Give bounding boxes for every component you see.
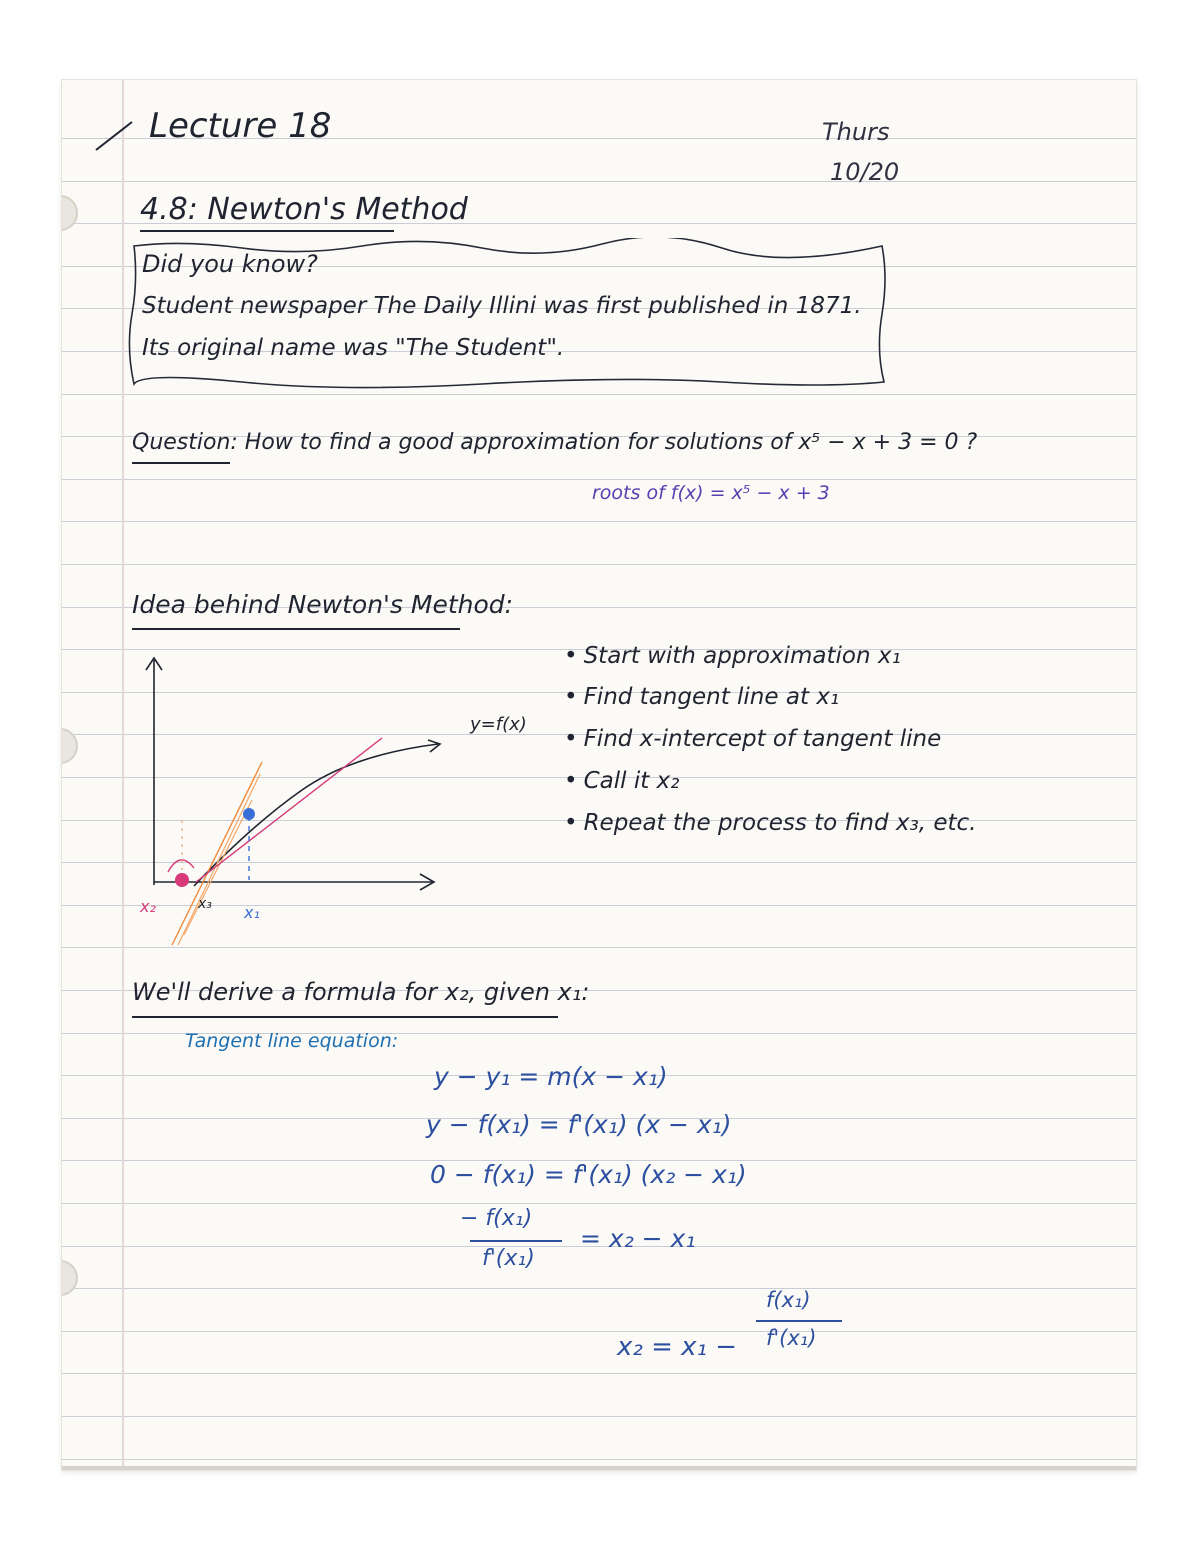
bullet-text: Start with approximation x₁ [583,643,901,669]
fraction-2-denominator: f'(x₁) [766,1326,817,1350]
derivation-title-underline [132,1016,558,1018]
ruled-line [62,1373,1136,1374]
bullet-dot-icon: • [564,643,578,669]
bullet-item [564,810,976,836]
ruled-line [62,564,1136,565]
bullet-dot-icon: • [564,684,578,710]
newton-method-graph [132,650,552,950]
ruled-line [62,1203,1136,1204]
tangent-line-pink [196,738,382,882]
ruled-line [62,394,1136,395]
equation-5: x₂ = x₁ − [617,1332,737,1362]
bullet-dot-icon: • [564,768,578,794]
tangent-line-label: Tangent line equation: [185,1030,399,1052]
fraction-2-numerator: f(x₁) [766,1288,811,1312]
punch-hole [62,1260,78,1296]
did-you-know-heading: Did you know? [142,250,318,278]
derivation-title: We'll derive a formula for x₂, given x₁: [132,978,590,1006]
notebook-page [62,80,1136,1470]
fraction-2-bar [756,1320,842,1322]
curve-label: y=f(x) [470,714,527,735]
x3-label: x₃ [198,896,212,912]
ruled-line [62,1416,1136,1417]
point-x1 [243,808,255,820]
did-you-know-line-2: Its original name was "The Student". [142,335,565,361]
ruled-line [62,521,1136,522]
bullet-item [564,768,679,794]
iteration-arrow-icon [168,860,194,872]
did-you-know-line-1: Student newspaper The Daily Illini was first published in 1871. [142,293,862,319]
equation-2: y − f(x₁) = f'(x₁) (x − x₁) [426,1110,732,1139]
date-value: 10/20 [830,158,900,186]
punch-hole [62,195,78,231]
bullet-item [564,726,941,752]
bullet-dot-icon: • [564,810,578,836]
section-title: 4.8: Newton's Method [140,192,468,227]
fraction-1-bar [470,1240,562,1242]
question-underline [132,462,230,464]
ruled-line [62,181,1136,182]
function-curve [194,744,438,886]
curve-arrow-icon [428,740,440,752]
bullet-text: Call it x₂ [583,768,680,794]
lecture-title: Lecture 18 [149,106,332,146]
fraction-1-denominator: f'(x₁) [482,1246,535,1271]
roots-note: roots of f(x) = x⁵ − x + 3 [592,482,830,504]
equation-3: 0 − f(x₁) = f'(x₁) (x₂ − x₁) [430,1160,747,1189]
page-edge [62,1466,1136,1470]
equation-1: y − y₁ = m(x − x₁) [434,1062,668,1091]
check-mark-icon [92,116,142,156]
section-title-underline [140,230,394,232]
equation-4: = x₂ − x₁ [580,1224,696,1253]
idea-title-underline [132,628,460,630]
x1-label: x₁ [244,903,260,922]
bullet-item [564,684,839,710]
ruled-line [62,1288,1136,1289]
fraction-1-numerator: − f(x₁) [460,1206,533,1231]
ruled-line [62,1459,1136,1460]
ruled-line [62,479,1136,480]
bullet-text: Repeat the process to find x₃, etc. [583,810,977,836]
bullet-text: Find tangent line at x₁ [583,684,840,710]
question-text: Question: How to find a good approximation for solutions of x⁵ − x + 3 = 0 ? [132,430,978,455]
date-day: Thurs [822,118,890,146]
idea-title: Idea behind Newton's Method: [132,590,514,619]
point-x2 [175,873,189,887]
bullet-item [564,643,901,669]
bullet-dot-icon: • [564,726,578,752]
ruled-line [62,1331,1136,1332]
bullet-text: Find x-intercept of tangent line [583,726,942,752]
x2-label: x₂ [140,897,156,916]
